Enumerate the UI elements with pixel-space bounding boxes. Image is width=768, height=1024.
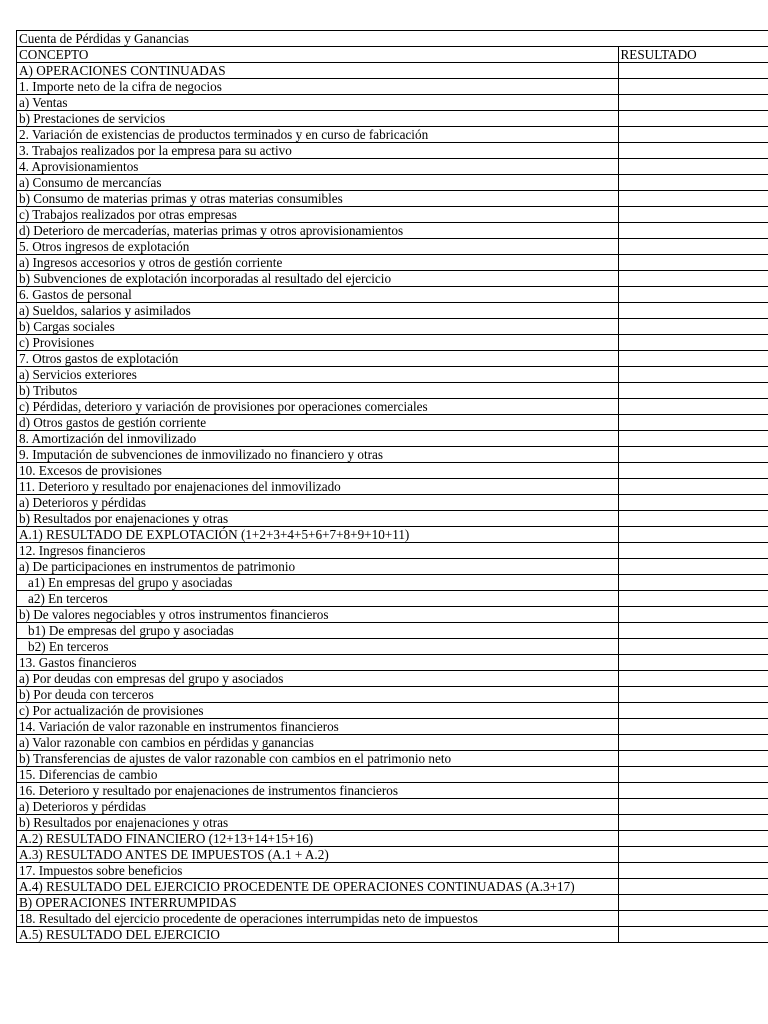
result-cell[interactable] <box>618 303 768 319</box>
result-cell[interactable] <box>618 511 768 527</box>
table-row <box>17 767 768 783</box>
table-row <box>17 79 768 95</box>
profit-loss-table <box>16 30 768 943</box>
result-cell[interactable] <box>618 847 768 863</box>
concept-cell: 17. Impuestos sobre beneficios <box>17 863 619 879</box>
result-cell[interactable] <box>618 703 768 719</box>
table-row <box>17 175 768 191</box>
concept-cell: a1) En empresas del grupo y asociadas <box>17 575 619 591</box>
table-row <box>17 703 768 719</box>
concept-cell: a) Sueldos, salarios y asimilados <box>17 303 619 319</box>
concept-cell: a) Servicios exteriores <box>17 367 619 383</box>
table-row <box>17 431 768 447</box>
table-row <box>17 239 768 255</box>
result-cell[interactable] <box>618 191 768 207</box>
result-cell[interactable] <box>618 671 768 687</box>
table-row <box>17 223 768 239</box>
result-cell[interactable] <box>618 463 768 479</box>
concept-cell: b) Cargas sociales <box>17 319 619 335</box>
table-row <box>17 847 768 863</box>
concept-cell: 15. Diferencias de cambio <box>17 767 619 783</box>
concept-cell: b) Prestaciones de servicios <box>17 111 619 127</box>
concept-cell: b1) De empresas del grupo y asociadas <box>17 623 619 639</box>
result-cell[interactable] <box>618 591 768 607</box>
result-cell[interactable] <box>618 655 768 671</box>
table-row <box>17 415 768 431</box>
table-row <box>17 623 768 639</box>
concept-cell: b) Tributos <box>17 383 619 399</box>
result-cell[interactable] <box>618 255 768 271</box>
concept-cell: 2. Variación de existencias de productos terminados y en curso de fabricación <box>17 127 619 143</box>
table-row <box>17 191 768 207</box>
table-row <box>17 799 768 815</box>
concept-cell: d) Deterioro de mercaderías, materias primas y otros aprovisionamientos <box>17 223 619 239</box>
result-cell[interactable] <box>618 207 768 223</box>
table-row <box>17 95 768 111</box>
result-cell[interactable] <box>618 431 768 447</box>
table-row <box>17 575 768 591</box>
concept-cell: a) Valor razonable con cambios en pérdidas y ganancias <box>17 735 619 751</box>
concept-cell: d) Otros gastos de gestión corriente <box>17 415 619 431</box>
result-cell[interactable] <box>618 415 768 431</box>
table-row <box>17 639 768 655</box>
table-row <box>17 159 768 175</box>
result-cell[interactable] <box>618 319 768 335</box>
result-cell[interactable] <box>618 239 768 255</box>
concept-cell: A) OPERACIONES CONTINUADAS <box>17 63 619 79</box>
table-row <box>17 655 768 671</box>
result-cell[interactable] <box>618 399 768 415</box>
concept-cell: c) Provisiones <box>17 335 619 351</box>
concept-cell: 14. Variación de valor razonable en instrumentos financieros <box>17 719 619 735</box>
concept-cell: B) OPERACIONES INTERRUMPIDAS <box>17 895 619 911</box>
table-row <box>17 271 768 287</box>
concept-cell: 6. Gastos de personal <box>17 287 619 303</box>
result-cell[interactable] <box>618 223 768 239</box>
result-cell[interactable] <box>618 767 768 783</box>
table-row <box>17 879 768 895</box>
title-row <box>17 31 768 47</box>
result-cell[interactable] <box>618 863 768 879</box>
result-cell[interactable] <box>618 575 768 591</box>
concept-cell: b) Resultados por enajenaciones y otras <box>17 815 619 831</box>
result-cell[interactable] <box>618 927 768 943</box>
concept-cell: 18. Resultado del ejercicio procedente de operaciones interrumpidas neto de impuestos <box>17 911 619 927</box>
concept-cell: A.2) RESULTADO FINANCIERO (12+13+14+15+16) <box>17 831 619 847</box>
concept-cell: c) Trabajos realizados por otras empresas <box>17 207 619 223</box>
table-row <box>17 719 768 735</box>
table-row <box>17 527 768 543</box>
concept-cell: a) Consumo de mercancías <box>17 175 619 191</box>
table-row <box>17 831 768 847</box>
concept-cell: 12. Ingresos financieros <box>17 543 619 559</box>
concept-cell: A.5) RESULTADO DEL EJERCICIO <box>17 927 619 943</box>
result-cell[interactable] <box>618 111 768 127</box>
table-row <box>17 895 768 911</box>
table-row <box>17 911 768 927</box>
table-row <box>17 351 768 367</box>
concept-header: CONCEPTO <box>17 47 619 63</box>
result-cell[interactable] <box>618 751 768 767</box>
result-cell[interactable] <box>618 159 768 175</box>
table-row <box>17 143 768 159</box>
result-cell[interactable] <box>618 879 768 895</box>
result-cell[interactable] <box>618 687 768 703</box>
concept-cell: 8. Amortización del inmovilizado <box>17 431 619 447</box>
table-row <box>17 495 768 511</box>
concept-cell: 10. Excesos de provisiones <box>17 463 619 479</box>
table-row <box>17 783 768 799</box>
concept-cell: b) Consumo de materias primas y otras materias consumibles <box>17 191 619 207</box>
concept-cell: b2) En terceros <box>17 639 619 655</box>
table-row <box>17 591 768 607</box>
result-cell[interactable] <box>618 815 768 831</box>
result-cell[interactable] <box>618 911 768 927</box>
result-cell[interactable] <box>618 735 768 751</box>
concept-cell: b) Subvenciones de explotación incorporadas al resultado del ejercicio <box>17 271 619 287</box>
table-row <box>17 367 768 383</box>
concept-cell: c) Pérdidas, deterioro y variación de provisiones por operaciones comerciales <box>17 399 619 415</box>
table-row <box>17 607 768 623</box>
result-cell[interactable] <box>618 799 768 815</box>
result-cell[interactable] <box>618 527 768 543</box>
table-row <box>17 255 768 271</box>
title-blank-cell <box>618 31 768 47</box>
concept-cell: A.4) RESULTADO DEL EJERCICIO PROCEDENTE DE OPERACIONES CONTINUADAS (A.3+17) <box>17 879 619 895</box>
concept-cell: 4. Aprovisionamientos <box>17 159 619 175</box>
result-cell[interactable] <box>618 351 768 367</box>
concept-cell: b) Resultados por enajenaciones y otras <box>17 511 619 527</box>
table-row <box>17 559 768 575</box>
table-row <box>17 447 768 463</box>
concept-cell: 9. Imputación de subvenciones de inmovilizado no financiero y otras <box>17 447 619 463</box>
concept-cell: 3. Trabajos realizados por la empresa para su activo <box>17 143 619 159</box>
result-cell[interactable] <box>618 335 768 351</box>
result-header: RESULTADO <box>618 47 768 63</box>
result-cell[interactable] <box>618 287 768 303</box>
concept-cell: a2) En terceros <box>17 591 619 607</box>
result-cell[interactable] <box>618 95 768 111</box>
result-cell[interactable] <box>618 143 768 159</box>
result-cell[interactable] <box>618 895 768 911</box>
result-cell[interactable] <box>618 367 768 383</box>
table-row <box>17 127 768 143</box>
table-row <box>17 463 768 479</box>
result-cell[interactable] <box>618 607 768 623</box>
concept-cell: 11. Deterioro y resultado por enajenaciones del inmovilizado <box>17 479 619 495</box>
concept-cell: a) Ventas <box>17 95 619 111</box>
table-row <box>17 399 768 415</box>
concept-cell: b) De valores negociables y otros instrumentos financieros <box>17 607 619 623</box>
table-row <box>17 815 768 831</box>
result-cell[interactable] <box>618 623 768 639</box>
concept-cell: 13. Gastos financieros <box>17 655 619 671</box>
result-cell[interactable] <box>618 127 768 143</box>
concept-cell: A.3) RESULTADO ANTES DE IMPUESTOS (A.1 + A.2) <box>17 847 619 863</box>
concept-cell: a) Deterioros y pérdidas <box>17 799 619 815</box>
result-cell[interactable] <box>618 271 768 287</box>
result-cell[interactable] <box>618 63 768 79</box>
table-row <box>17 751 768 767</box>
concept-cell: 1. Importe neto de la cifra de negocios <box>17 79 619 95</box>
result-cell[interactable] <box>618 831 768 847</box>
result-cell[interactable] <box>618 79 768 95</box>
header-row <box>17 47 768 63</box>
table-row <box>17 207 768 223</box>
result-cell[interactable] <box>618 719 768 735</box>
concept-cell: a) Ingresos accesorios y otros de gestión corriente <box>17 255 619 271</box>
table-row <box>17 543 768 559</box>
result-cell[interactable] <box>618 559 768 575</box>
table-row <box>17 671 768 687</box>
table-row <box>17 335 768 351</box>
table-row <box>17 111 768 127</box>
result-cell[interactable] <box>618 175 768 191</box>
table-row <box>17 383 768 399</box>
table-row <box>17 303 768 319</box>
table-row <box>17 63 768 79</box>
result-cell[interactable] <box>618 639 768 655</box>
table-row <box>17 511 768 527</box>
table-row <box>17 319 768 335</box>
table-row <box>17 863 768 879</box>
table-row <box>17 735 768 751</box>
result-cell[interactable] <box>618 447 768 463</box>
table-row <box>17 927 768 943</box>
concept-cell: b) Por deuda con terceros <box>17 687 619 703</box>
table-row <box>17 687 768 703</box>
table-row <box>17 287 768 303</box>
result-cell[interactable] <box>618 495 768 511</box>
concept-cell: 5. Otros ingresos de explotación <box>17 239 619 255</box>
result-cell[interactable] <box>618 479 768 495</box>
table-title: Cuenta de Pérdidas y Ganancias <box>17 31 619 47</box>
concept-cell: b) Transferencias de ajustes de valor razonable con cambios en el patrimonio neto <box>17 751 619 767</box>
concept-cell: a) Por deudas con empresas del grupo y asociados <box>17 671 619 687</box>
concept-cell: 16. Deterioro y resultado por enajenaciones de instrumentos financieros <box>17 783 619 799</box>
table-row <box>17 479 768 495</box>
result-cell[interactable] <box>618 383 768 399</box>
concept-cell: a) Deterioros y pérdidas <box>17 495 619 511</box>
concept-cell: a) De participaciones en instrumentos de patrimonio <box>17 559 619 575</box>
concept-cell: A.1) RESULTADO DE EXPLOTACIÓN (1+2+3+4+5+6+7+8+9+10+11) <box>17 527 619 543</box>
concept-cell: c) Por actualización de provisiones <box>17 703 619 719</box>
result-cell[interactable] <box>618 543 768 559</box>
concept-cell: 7. Otros gastos de explotación <box>17 351 619 367</box>
result-cell[interactable] <box>618 783 768 799</box>
